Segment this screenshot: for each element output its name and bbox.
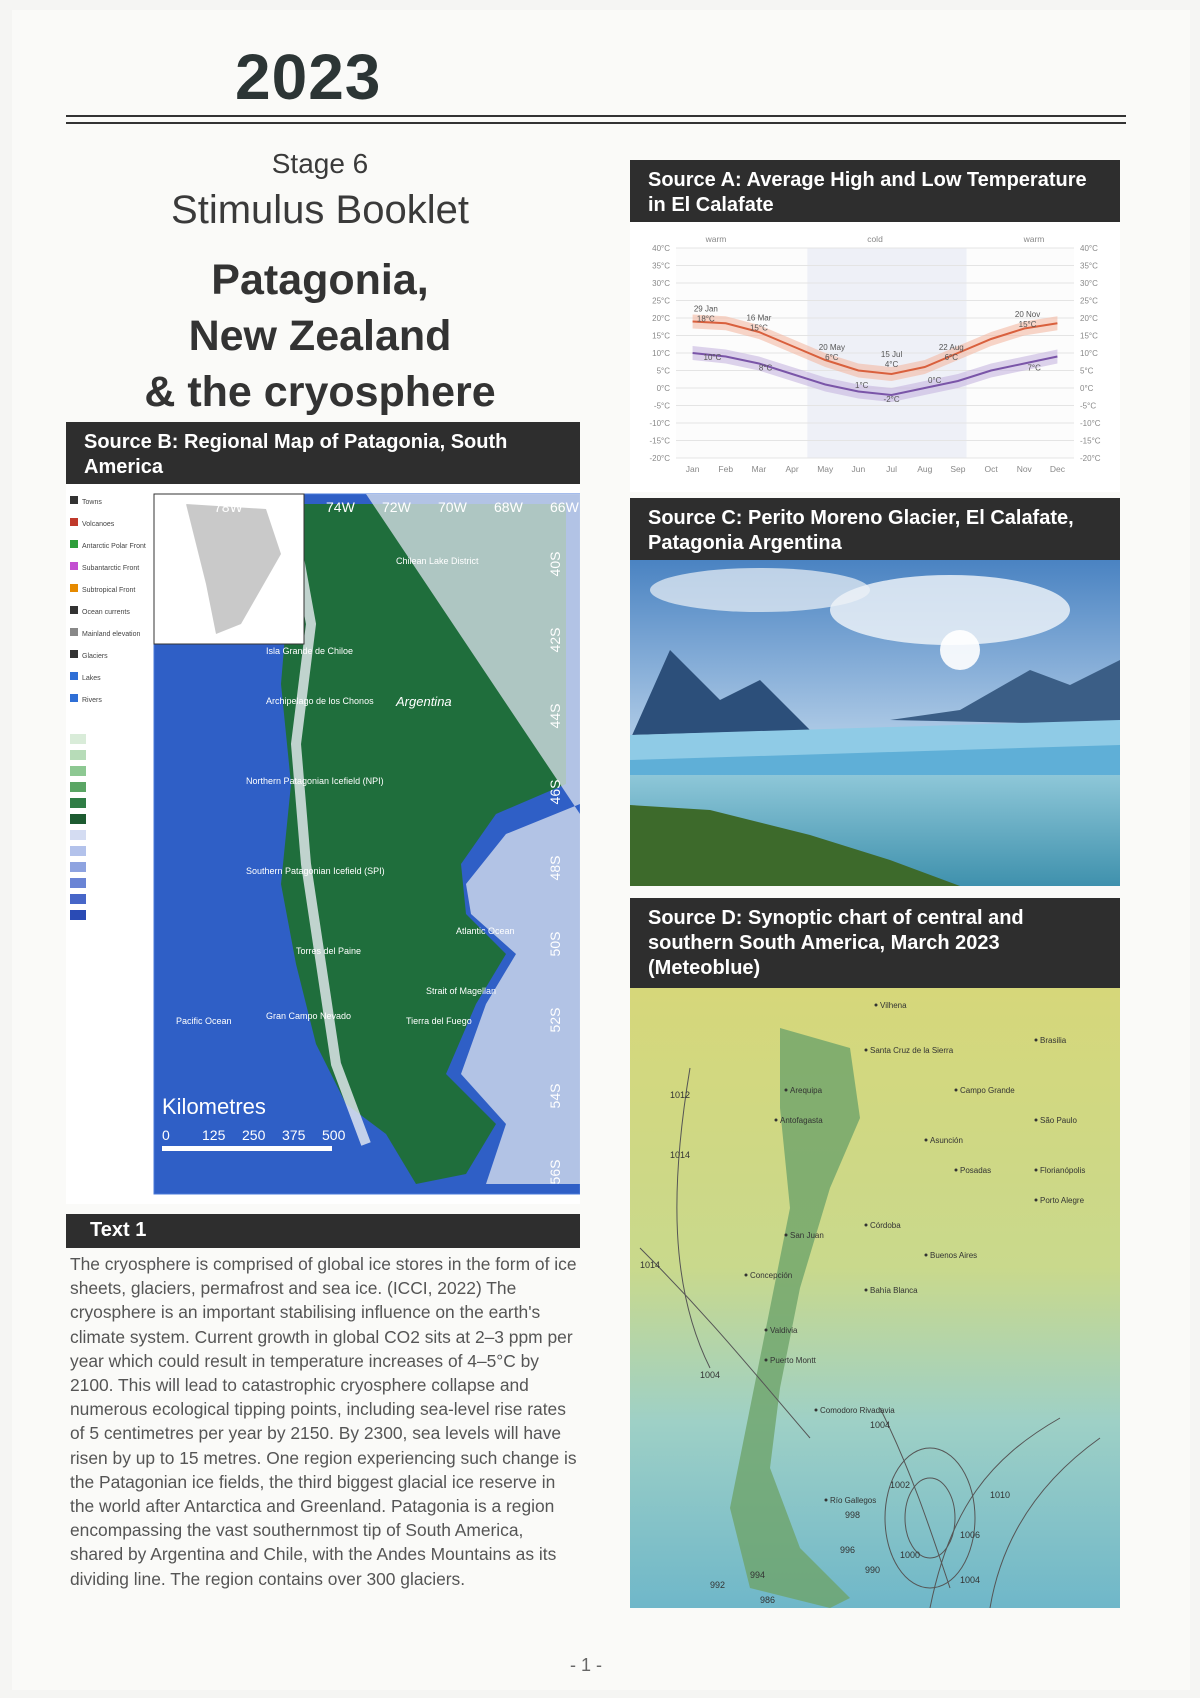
source-d-chart <box>630 988 1120 1608</box>
elevation-swatch <box>70 750 86 760</box>
latitude-label: 56S <box>547 1159 563 1185</box>
x-tick: Sep <box>950 464 966 474</box>
place-label: Atlantic Ocean <box>456 926 515 936</box>
isobar-label: 1002 <box>890 1480 911 1490</box>
latitude-label: 44S <box>547 703 563 729</box>
place-label: Gran Campo Nevado <box>266 1011 352 1021</box>
annotation-value: 4°C <box>884 360 899 369</box>
y-tick-left: -5°C <box>653 401 670 411</box>
legend-item: Antarctic Polar Front <box>82 543 146 550</box>
source-c-heading: Source C: Perito Moreno Glacier, El Calafate, Patagonia Argentina <box>630 498 1120 560</box>
legend-item: Lakes <box>82 675 101 682</box>
city-marker <box>745 1274 748 1277</box>
longitude-label: 66W <box>550 499 579 515</box>
legend-item: Towns <box>82 499 102 506</box>
elevation-swatch <box>70 878 86 888</box>
legend-swatch <box>70 628 78 636</box>
city-label: Bahía Blanca <box>870 1286 918 1295</box>
x-tick: Nov <box>1016 464 1032 474</box>
longitude-label: 68W <box>494 499 523 515</box>
x-tick: Jan <box>685 464 700 474</box>
isobar-label: 1010 <box>990 1490 1011 1500</box>
x-tick: Mar <box>751 464 767 474</box>
legend-swatch <box>70 562 78 570</box>
city-marker <box>825 1499 828 1502</box>
x-tick: Jul <box>886 464 898 474</box>
title-line-2: New Zealand <box>188 312 452 360</box>
title-line-1: Patagonia, <box>211 256 429 304</box>
y-tick-left: 5°C <box>656 366 670 376</box>
elevation-swatch <box>70 782 86 792</box>
source-c-photo <box>630 560 1120 886</box>
city-label: Vilhena <box>880 1001 907 1010</box>
elevation-swatch <box>70 766 86 776</box>
x-tick: Apr <box>785 464 799 474</box>
annotation-date: 29 Jan <box>693 304 718 314</box>
latitude-label: 48S <box>547 855 563 881</box>
city-label: Puerto Montt <box>770 1356 816 1365</box>
temperature-chart <box>630 222 1120 492</box>
city-label: Antofagasta <box>780 1116 823 1125</box>
source-d-heading: Source D: Synoptic chart of central and southern South America, March 2023 (Meteoblue) <box>630 898 1120 988</box>
annotation-value: 7°C <box>1027 363 1041 373</box>
elevation-swatch <box>70 734 86 744</box>
annotation-date: 20 May <box>818 343 846 352</box>
legend-swatch <box>70 650 78 658</box>
city-marker <box>925 1139 928 1142</box>
annotation-value: 15°C <box>749 323 768 333</box>
place-label: Archipelago de los Chonos <box>266 696 374 706</box>
city-marker <box>765 1329 768 1332</box>
city-label: Porto Alegre <box>1040 1196 1085 1205</box>
latitude-label: 40S <box>547 551 563 577</box>
text-1-body: The cryosphere is comprised of global ice stores in the form of ice sheets, glaciers, permafrost and sea ice. (ICCI, 2022) The cryosphere is an important stabilising influence on the earth's climate system. Current growth in global CO2 sits at 2–3 ppm per year which could result in temperature increases of 4–5°C by 2100. This will lead to catastrophic cryosphere collapse and numerous ecological tipping points, including sea-level rise rates of 5 centimetres per year by 2150. By 2300, sea levels will have risen by up to 15 metres. One region experiencing such change is the Patagonian ice fields, the third biggest glacial ice reserve in the world after Antarctica and Greenland. Patagonia is a region encompassing the vast southernmost tip of South America, shared by Argentina and Chile, with the Andes Mountains as its dividing line. The region contains over 300 glaciers. <box>70 1254 577 1589</box>
isobar-label: 1004 <box>870 1420 891 1430</box>
elevation-swatch <box>70 862 86 872</box>
legend-swatch <box>70 496 78 504</box>
y-tick-left: 25°C <box>652 296 670 306</box>
y-tick-right: 0°C <box>1080 384 1094 393</box>
latitude-label: 52S <box>547 1007 563 1033</box>
x-tick: Feb <box>718 464 734 474</box>
city-label: Río Gallegos <box>830 1496 877 1505</box>
elevation-swatch <box>70 814 86 824</box>
y-tick-right: 25°C <box>1080 296 1098 306</box>
y-tick-left: 30°C <box>652 279 670 288</box>
legend-item: Ocean currents <box>82 609 130 616</box>
annotation-value: 6°C <box>825 353 839 362</box>
y-tick-left: -10°C <box>649 419 670 428</box>
title-rule <box>66 115 1126 124</box>
y-tick-left: -20°C <box>649 454 670 463</box>
annotation-value: 8°C <box>758 363 773 373</box>
legend-item: Subtropical Front <box>82 587 136 594</box>
patagonia-map <box>66 484 580 1204</box>
place-label: Torres del Paine <box>296 946 362 956</box>
city-marker <box>785 1234 788 1237</box>
annotation-value: 1°C <box>855 381 869 390</box>
annotation-date: 22 Aug <box>938 343 964 352</box>
x-tick: Dec <box>1049 464 1065 474</box>
isobar-label: 1014 <box>640 1260 661 1270</box>
city-label: Concepción <box>750 1271 793 1280</box>
isobar-label: 1004 <box>700 1370 721 1380</box>
source-a-heading: Source A: Average High and Low Temperature in El Calafate <box>630 160 1120 222</box>
place-label: Pacific Ocean <box>176 1016 232 1026</box>
legend-swatch <box>70 518 78 526</box>
annotation-value: 10°C <box>703 353 722 362</box>
scale-tick: 375 <box>282 1127 306 1143</box>
y-tick-left: 10°C <box>652 349 670 358</box>
y-tick-right: 15°C <box>1080 331 1098 341</box>
isobar-label: 994 <box>750 1570 766 1580</box>
x-tick: Jun <box>851 464 866 474</box>
latitude-label: 50S <box>547 931 563 957</box>
text-1-heading: Text 1 <box>66 1214 580 1248</box>
legend-swatch <box>70 606 78 614</box>
y-tick-left: 20°C <box>652 314 670 323</box>
longitude-label: 74W <box>326 499 355 515</box>
longitude-label: 72W <box>382 499 411 515</box>
isobar-label: 998 <box>845 1510 861 1520</box>
isobar-label: 1012 <box>670 1090 691 1100</box>
city-label: Valdivia <box>770 1326 798 1335</box>
y-tick-right: 5°C <box>1080 366 1094 376</box>
city-marker <box>785 1089 788 1092</box>
longitude-label: 70W <box>438 499 467 515</box>
longitude-label: 78W <box>214 499 243 515</box>
city-marker <box>1035 1119 1038 1122</box>
scale-tick: 125 <box>202 1127 226 1143</box>
place-label: Isla Grande de Chiloe <box>266 646 354 656</box>
place-label: Argentina <box>396 694 452 709</box>
season-label: cold <box>867 234 883 244</box>
place-label: Chilean Lake District <box>396 556 479 566</box>
isobar-label: 1014 <box>670 1150 691 1160</box>
isobar-label: 990 <box>865 1565 881 1575</box>
city-marker <box>1035 1199 1038 1202</box>
y-tick-left: 40°C <box>652 244 670 253</box>
stage-label: Stage 6 <box>271 148 369 179</box>
title-line-3: & the cryosphere <box>144 368 496 416</box>
y-tick-left: 35°C <box>652 261 670 271</box>
latitude-label: 54S <box>547 1083 563 1109</box>
city-label: São Paulo <box>1040 1116 1077 1125</box>
city-marker <box>955 1169 958 1172</box>
place-label: Northern Patagonian Icefield (NPI) <box>246 776 384 786</box>
elevation-swatch <box>70 846 86 856</box>
y-tick-right: 10°C <box>1080 349 1098 358</box>
scale-tick: 0 <box>162 1127 170 1143</box>
season-label: warm <box>1023 234 1045 244</box>
elevation-swatch <box>70 910 86 920</box>
city-label: Posadas <box>960 1166 992 1175</box>
main-title <box>60 252 580 420</box>
city-marker <box>875 1004 878 1007</box>
city-label: Santa Cruz de la Sierra <box>870 1046 954 1055</box>
x-tick: May <box>817 464 834 474</box>
city-label: Comodoro Rivadavia <box>820 1406 895 1415</box>
scale-title: Kilometres <box>162 1094 266 1119</box>
scale-tick: 500 <box>322 1127 346 1143</box>
longitude-label: 76W <box>270 499 299 515</box>
page-number: - 1 - <box>570 1655 603 1675</box>
source-b-map <box>66 484 580 1204</box>
synoptic-chart <box>630 988 1120 1608</box>
elevation-swatch <box>70 830 86 840</box>
legend-item: Volcanoes <box>82 521 115 528</box>
isobar-label: 992 <box>710 1580 726 1590</box>
legend-swatch <box>70 540 78 548</box>
scale-bar <box>162 1146 332 1151</box>
legend-swatch <box>70 672 78 680</box>
isobar-label: 986 <box>760 1595 776 1605</box>
x-tick: Aug <box>917 464 933 474</box>
season-label: warm <box>705 234 727 244</box>
annotation-value: 0°C <box>927 375 942 385</box>
annotation-date: 16 Mar <box>746 313 772 323</box>
isobar-label: 996 <box>840 1545 856 1555</box>
booklet-label: Stimulus Booklet <box>171 188 469 232</box>
city-marker <box>815 1409 818 1412</box>
isobar-label: 1004 <box>960 1575 981 1585</box>
annotation-value: 15°C <box>1018 319 1037 329</box>
city-marker <box>865 1049 868 1052</box>
source-b-heading: Source B: Regional Map of Patagonia, South America <box>66 422 580 484</box>
city-label: Campo Grande <box>960 1086 1015 1095</box>
city-label: Asunción <box>930 1136 963 1145</box>
legend-item: Rivers <box>82 697 102 704</box>
city-marker <box>1035 1039 1038 1042</box>
y-tick-right: 35°C <box>1080 261 1098 271</box>
y-tick-right: 30°C <box>1080 279 1098 288</box>
place-label: Strait of Magellan <box>426 986 497 996</box>
city-label: Buenos Aires <box>930 1251 978 1260</box>
city-label: Córdoba <box>870 1221 901 1230</box>
year-title: 2023 <box>235 41 382 113</box>
place-label: Southern Patagonian Icefield (SPI) <box>246 866 385 876</box>
y-tick-left: -15°C <box>649 436 670 446</box>
city-label: San Juan <box>790 1231 824 1240</box>
y-tick-right: -5°C <box>1080 401 1097 411</box>
annotation-value: 18°C <box>696 314 715 324</box>
latitude-label: 46S <box>547 779 563 805</box>
annotation-value: 6°C <box>944 353 959 362</box>
cloud <box>650 568 870 612</box>
source-a-chart <box>630 222 1120 492</box>
longitude-label: 80W <box>158 499 187 515</box>
city-marker <box>1035 1169 1038 1172</box>
sun <box>940 630 980 670</box>
elevation-swatch <box>70 894 86 904</box>
y-tick-left: 15°C <box>652 331 670 341</box>
scale-tick: 250 <box>242 1127 266 1143</box>
elevation-swatch <box>70 798 86 808</box>
legend-swatch <box>70 584 78 592</box>
city-marker <box>865 1289 868 1292</box>
city-marker <box>765 1359 768 1362</box>
city-marker <box>925 1254 928 1257</box>
annotation-date: 15 Jul <box>880 350 903 359</box>
city-marker <box>865 1224 868 1227</box>
latitude-label: 42S <box>547 627 563 653</box>
isobar-label: 1006 <box>960 1530 981 1540</box>
place-label: Tierra del Fuego <box>406 1016 472 1026</box>
y-tick-right: -20°C <box>1080 454 1101 463</box>
legend-item: Subantarctic Front <box>82 565 140 572</box>
city-label: Florianópolis <box>1040 1166 1086 1175</box>
y-tick-right: -10°C <box>1080 419 1101 428</box>
y-tick-right: 40°C <box>1080 244 1098 253</box>
city-label: Brasilia <box>1040 1036 1067 1045</box>
legend-item: Glaciers <box>82 653 108 660</box>
y-tick-right: 20°C <box>1080 314 1098 323</box>
glacier-photo <box>630 560 1120 886</box>
x-tick: Oct <box>984 464 998 474</box>
y-tick-right: -15°C <box>1080 436 1101 446</box>
chart-background <box>630 988 1120 1608</box>
isobar-label: 1000 <box>900 1550 921 1560</box>
y-tick-left: 0°C <box>656 384 670 393</box>
city-label: Arequipa <box>790 1086 823 1095</box>
annotation-date: 20 Nov <box>1014 309 1041 319</box>
legend-swatch <box>70 694 78 702</box>
city-marker <box>955 1089 958 1092</box>
legend-item: Mainland elevation <box>82 631 141 638</box>
city-marker <box>775 1119 778 1122</box>
annotation-value: -2°C <box>883 395 900 404</box>
